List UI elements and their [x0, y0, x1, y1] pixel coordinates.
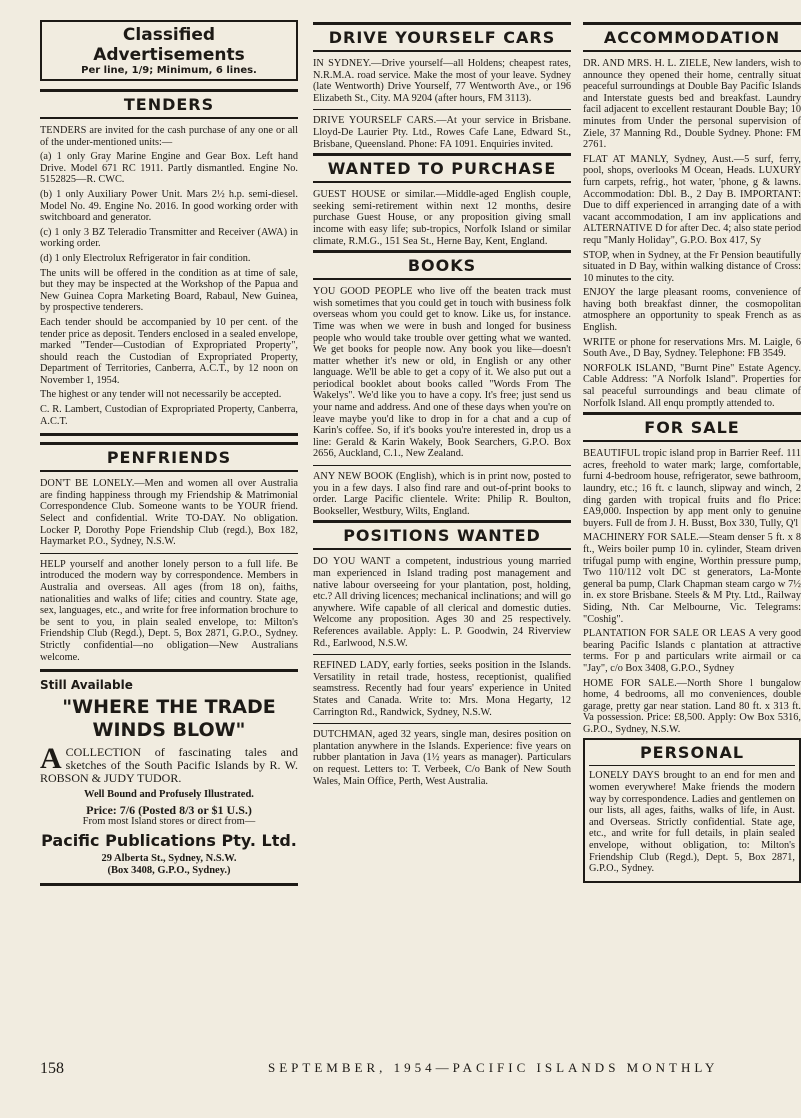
- tender-para: (d) 1 only Electrolux Refrigerator in fair condition.: [40, 252, 251, 264]
- accommodation-ad: FLAT AT MANLY, Sydney, Aust.—5 surf, ferry, pool, shops, overlooks M Ocean, Heads. LUXURY furn carpets, refrig., hot water, 'phone, g & lawns. Accommodation: Dbl. B., 2 Day B. IMPORTANT: Due to diff experienced in arranging date of a with vacant accommodation, I am inv applications and ALTERNATIVE D for after Dec. 4; also state period requ "Manly Holiday", G.P.O. Box 417, Sy: [583, 153, 801, 246]
- personal-box: [583, 738, 801, 882]
- divider: [313, 109, 571, 110]
- book-from: From most Island stores or direct from—: [82, 816, 256, 828]
- divider: [313, 654, 571, 655]
- divider: [313, 723, 571, 724]
- accommodation-ad: ENJOY the large pleasant rooms, convenience of having both breakfast dinner, the cosmopolitan atmosphere an opportunity to speak French as as English.: [583, 287, 801, 334]
- penfriend-ad: HELP yourself and another lonely person to a full life. Be introduced the modern way by correspondence. Members in Australia and overseas. All ages (from 18 on), faiths, nationalities and walks of life; cities and country. State age, sex, languages, etc., and write for free information brochure to be sent to you, in plain sealed envelope, to: Milton's Friendship Club (Regd.), Dept. 5, Box 2871, G.P.O., Sydney. Strictly confidential—no obligation—New Australians welcome.: [40, 558, 298, 663]
- tender-para: (a) 1 only Gray Marine Engine and Gear Box. Left hand Drive. Model 671 RC 1911. Partly dismantled. Engine No. 5152825—R. CWC.: [40, 151, 298, 186]
- accommodation-heading: ACCOMMODATION: [583, 22, 801, 52]
- publisher-address: 29 Alberta St., Sydney, N.S.W.: [101, 853, 237, 865]
- book-description-text: COLLECTION of fascinating tales and sketches of the South Pacific Islands by R. W. ROBSON & JUDY TUDOR.: [40, 745, 298, 786]
- footer-text: SEPTEMBER, 1954—PACIFIC ISLANDS MONTHLY: [268, 1060, 719, 1075]
- book-title-line-1: "WHERE THE TRADE: [62, 696, 276, 719]
- accommodation-ad: STOP, when in Sydney, at the Fr Pension beautifully situated in D Bay, within walking distance of Cross: 10 minutes to the city.: [583, 249, 801, 284]
- book-price: Price: 7/6 (Posted 8/3 or $1 U.S.): [86, 803, 252, 818]
- tender-para: (b) 1 only Auxiliary Power Unit. Mars 2½ h.p. semi-diesel. Model No. 49. Engine No. 2016. In good working order with switchboard and generator.: [40, 188, 298, 224]
- tender-signature: C. R. Lambert, Custodian of Expropriated Property, Canberra, A.C.T.: [40, 404, 298, 427]
- drive-heading: DRIVE YOURSELF CARS: [313, 22, 571, 52]
- column-right: [583, 20, 801, 883]
- sale-ad: HOME FOR SALE.—North Shore l bungalow home, 4 bedrooms, all mo conveniences, double garage, pretty gar near station. Land 80 ft. x 313 ft. Va possession. Price: £8,500. Apply: Ow Box 5316, G.P.O., Sydney, N.S.W.: [583, 677, 801, 735]
- publisher-box: (Box 3408, G.P.O., Sydney.): [107, 865, 231, 877]
- personal-ad: LONELY DAYS brought to an end for men and women everywhere! Make friends the modern way by correspondence. Ladies and gentlemen on our lists, all ages, faiths, walks of life, in Aust. and Overseas. Strictly confidential. State age, etc., and write for full details, in plain sealed envelope, without obligation, to: Milton's Friendship Club (Regd.), Dept. 5, Box 2871, G.P.O., Sydney.: [589, 770, 795, 875]
- accommodation-ad: DR. AND MRS. H. L. ZIELE, New landers, wish to announce they opened their home, centrally situat peaceful surroundings at Double Bay Pacific Islands and Interstate guests bed and breakfast. Laundry facil adjacent to excellent restaurant Double Bay; 10 minutes from Under the personal supervision of Ziele, 37 Manning Rd., Double Sydney. Phone: FM 2761.: [583, 58, 801, 151]
- books-heading: BOOKS: [313, 250, 571, 280]
- column-left: [40, 20, 298, 892]
- tenders-heading: TENDERS: [40, 89, 298, 119]
- page-number: 158: [40, 1060, 64, 1077]
- book-description: [40, 742, 298, 786]
- for-sale-heading: FOR SALE: [583, 412, 801, 442]
- divider: [40, 433, 298, 436]
- divider: [40, 669, 298, 672]
- column-middle: [313, 20, 571, 790]
- wanted-heading: WANTED TO PURCHASE: [313, 153, 571, 183]
- divider: [40, 553, 298, 554]
- divider: [40, 883, 298, 886]
- drive-ad: DRIVE YOURSELF CARS.—At your service in Brisbane. Lloyd-De Laurier Pty. Ltd., Rowes Cafe Lane, Edward St., Brisbane, Queensland. Phone: FA 1091. Enquiries invited.: [313, 115, 571, 150]
- classified-title: Classified Advertisements: [93, 25, 245, 65]
- tenders-section: [40, 125, 298, 427]
- sale-ad: MACHINERY FOR SALE.—Steam denser 5 ft. x 8 ft., Weirs boiler pump 10 in. cylinder, Steam driven trifugal pump with engine, Worthin pressure pump, Two 110/112 volt DC st generators, La-Monte general ba pump, Clark Chapman steam cargo w 7½ in. ex store Brisbane. Steels & M Pty. Ltd., Railway Siding, Nth. Car Melbourne, Vic. Telegrams: "Coshig".: [583, 532, 801, 625]
- book-bound: Well Bound and Profusely Illustrated.: [84, 789, 254, 801]
- sale-ad: PLANTATION FOR SALE OR LEAS A very good bearing Pacific Islands c plantation at attractive terms. For p and particulars write airmail or ca "Jay", c/o Box 3408, G.P.O., Sydney: [583, 628, 801, 674]
- position-ad: REFINED LADY, early forties, seeks position in the Islands. Versatility in retail trade, hostess, receptionist, qualified seamstress. Recently had four years' experience in United States and Canada. Write to: Mrs. Mona Hegarty, 12 Carrington Rd., Randwick, Sydney, N.S.W.: [313, 660, 571, 718]
- personal-heading: PERSONAL: [589, 740, 795, 766]
- positions-heading: POSITIONS WANTED: [313, 520, 571, 550]
- penfriend-ad: DON'T BE LONELY.—Men and women all over Australia are finding happiness through my Friendship & Matrimonial Correspondence Club. Someone wants to be YOUR friend. Select and confidential. Write TO-DAY. No obligation. Locker P, Dorothy Pope Friendship Club (regd.), Box 182, Haymarket P.O., Sydney, N.S.W.: [40, 478, 298, 548]
- tender-para: Each tender should be accompanied by 10 per cent. of the tender price as deposit. Tenders enclosed in a sealed envelope, marked "Tender—Custodian of Expropriated Property", should reach the Custodian of Expropriated Property, Department of Territories, Canberra, A.C.T., by 12 noon on November 1, 1954.: [40, 316, 298, 386]
- tender-para: The units will be offered in the condition as at time of sale, but they may be inspected at the Workshop of the Papua and New Guinea Copra Marketing Board, Rabaul, New Guinea, by prospective tenderers.: [40, 267, 298, 314]
- sale-ad: BEAUTIFUL tropic island prop in Barrier Reef. 111 acres, freehold to water mark; large, comfortable, furni 4-bedroom house, refrigerator, sewe bathroom, laundry, etc.; 16 ft. c launch, slipway and winch, 2 ding garden with tropical fruits and flo Price: £A9,000. Inspection by app ment only to genuine buyers. Full de from J. H. Busst, Box 330, Tully, Q'l: [583, 448, 801, 529]
- books-ad: ANY NEW BOOK (English), which is in print now, posted to you in a few days. I also find rare and out-of-print books to order. Large Pacific clientele. Write: Philip R. Boulton, Bookseller, Westbury, Wilts, England.: [313, 471, 571, 517]
- tender-para: TENDERS are invited for the cash purchase of any one or all of the under-mentioned units:—: [40, 125, 298, 148]
- accommodation-ad: WRITE or phone for reservations Mrs. M. Laigle, 6 South Ave., D Bay, Sydney. Telephone: FB 3549.: [583, 336, 801, 360]
- book-title: [40, 696, 298, 742]
- books-ad: YOU GOOD PEOPLE who live off the beaten track must wish sometimes that you could get in touch with business folk overseas whom you could get to know. Like us, for instance. Time was when we were in bush and longed for business people who would take trouble over getting what we wanted. We get books for people now. Any book you like—doesn't matter whether it's new or old, in English or any other language. We'll be able to get a copy of it. We also put out a periodical booklet about books called "Words From The Wakelys". We'd like you to have a copy. It's free; just send us your name and address. And one of these days when you're on leave maybe you'd like to drop in for a chat and a cup of Karin's coffee. So, if it's books you're interested in, drop us a line: Gerald & Karin Wakely, Book Searchers, G.P.O. Box 2656, Auckland, C.1., New Zealand.: [313, 286, 571, 460]
- penfriends-heading: PENFRIENDS: [40, 442, 298, 472]
- divider: [313, 465, 571, 466]
- classified-box: [40, 20, 298, 81]
- position-ad: DO YOU WANT a competent, industrious young married man experienced in Island trading post management and native labour overseeing for your plantation, post, holding, etc.? All driving licences; mechanical inclinations; and will go anywhere. Wife capable of all clerical and domestic duties. Welcome any proposition. Ages 30 and 25 respectively. References available. Apply: L. P. Goodwin, 24 Riverview Rd., Earlwood, N.S.W.: [313, 556, 571, 649]
- drop-cap: A: [40, 742, 62, 776]
- tender-para: (c) 1 only 3 BZ Teleradio Transmitter and Receiver (AWA) in working order.: [40, 226, 298, 250]
- classified-rate: Per line, 1/9; Minimum, 6 lines.: [81, 65, 257, 76]
- drive-ad: IN SYDNEY.—Drive yourself—all Holdens; cheapest rates, N.R.M.A. road service. Make the most of your leave. Sydney (late Wentworth) Drive Yourself, 77 Wentworth Ave., or 196 Elizabeth St., City. MA 9204 (after hours, FM 3113).: [313, 58, 571, 104]
- tender-para: The highest or any tender will not necessarily be accepted.: [40, 389, 282, 401]
- book-title-line-2: WINDS BLOW": [92, 719, 246, 742]
- accommodation-ad: NORFOLK ISLAND, "Burnt Pine" Estate Agency. Cable Address: "A Norfolk Island". Properties for sal peaceful surroundings and beau climate of Norfolk Island. All enqu promptly attended to.: [583, 362, 801, 409]
- still-available-label: Still Available: [40, 678, 133, 693]
- position-ad: DUTCHMAN, aged 32 years, single man, desires position on plantation anywhere in the Islands. Experience: five years on rubber plantation in Java (1½ years as manager). Particulars on request. Letters to: T. Verbeek, C/o Bank of New South Wales, Main Office, Perth, West Australia.: [313, 729, 571, 787]
- wanted-ad: GUEST HOUSE or similar.—Middle-aged English couple, seeking semi-retirement within next 12 months, desire purchase Guest House, or any proposition giving small income with easy life; sub-tropics, Norfolk Island or similar climate, R.M.G., 151 Sea St., Herne Bay, Kent, England.: [313, 189, 571, 247]
- publisher-name: Pacific Publications Pty. Ltd.: [41, 831, 297, 851]
